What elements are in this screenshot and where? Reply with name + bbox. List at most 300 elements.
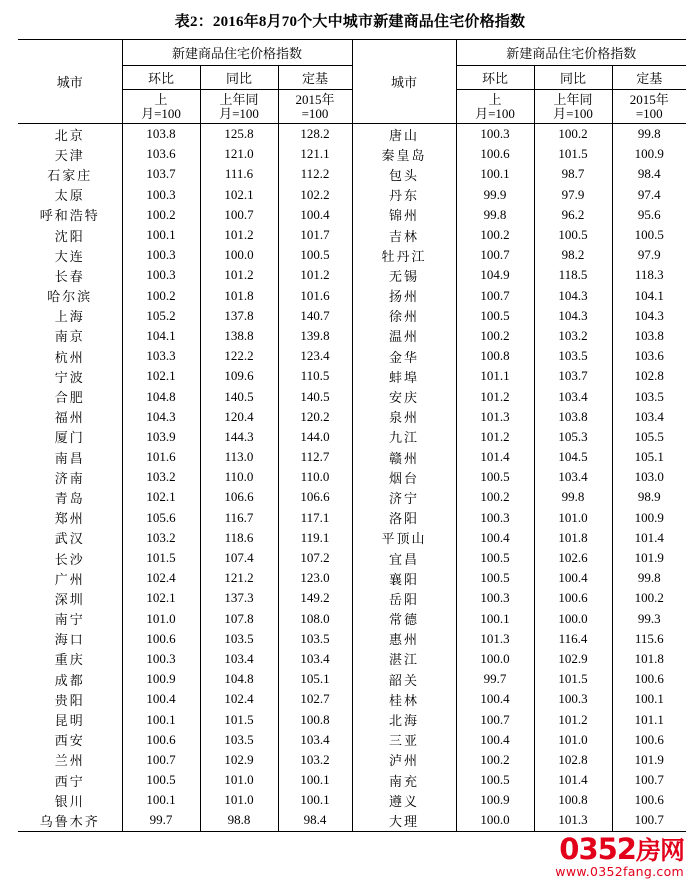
table-row <box>18 447 686 467</box>
value-left-tongbi: 100.0 <box>200 245 278 265</box>
value-left-dingji: 121.1 <box>278 144 352 164</box>
value-right-dingji: 103.0 <box>612 467 686 487</box>
city-name-left: 宁波 <box>18 366 122 386</box>
city-name-left: 呼和浩特 <box>18 205 122 225</box>
city-name-right: 惠州 <box>352 629 456 649</box>
subheader-right-huanbi: 环比 <box>456 66 534 90</box>
value-left-tongbi: 107.8 <box>200 609 278 629</box>
city-name-left: 南昌 <box>18 447 122 467</box>
value-left-dingji: 117.1 <box>278 508 352 528</box>
value-right-huanbi: 100.4 <box>456 689 534 709</box>
value-left-dingji: 102.2 <box>278 185 352 205</box>
value-left-tongbi: 103.4 <box>200 649 278 669</box>
table-row <box>18 487 686 507</box>
note-right-huanbi-line2: 月=100 <box>475 105 515 121</box>
value-left-huanbi: 100.2 <box>122 286 200 306</box>
subheader-left-tongbi: 同比 <box>200 66 278 90</box>
value-right-huanbi: 100.4 <box>456 730 534 750</box>
city-name-left: 沈阳 <box>18 225 122 245</box>
value-left-dingji: 103.4 <box>278 649 352 669</box>
city-name-right: 温州 <box>352 326 456 346</box>
value-left-dingji: 103.5 <box>278 629 352 649</box>
value-right-dingji: 101.4 <box>612 528 686 548</box>
table-row <box>18 810 686 831</box>
value-left-dingji: 140.5 <box>278 386 352 406</box>
city-name-left: 南京 <box>18 326 122 346</box>
value-left-dingji: 102.7 <box>278 689 352 709</box>
city-name-right: 洛阳 <box>352 508 456 528</box>
value-right-tongbi: 102.8 <box>534 750 612 770</box>
value-left-dingji: 107.2 <box>278 548 352 568</box>
table-row <box>18 205 686 225</box>
value-left-tongbi: 101.2 <box>200 225 278 245</box>
value-right-huanbi: 101.3 <box>456 629 534 649</box>
city-name-right: 济宁 <box>352 487 456 507</box>
value-left-tongbi: 121.0 <box>200 144 278 164</box>
city-name-left: 长沙 <box>18 548 122 568</box>
value-right-tongbi: 101.0 <box>534 730 612 750</box>
city-name-right: 无锡 <box>352 265 456 285</box>
value-right-tongbi: 103.8 <box>534 407 612 427</box>
note-right-huanbi <box>456 90 534 124</box>
value-left-huanbi: 100.4 <box>122 689 200 709</box>
city-name-right: 安庆 <box>352 386 456 406</box>
value-left-tongbi: 137.3 <box>200 588 278 608</box>
note-right-dingji-line2: =100 <box>635 105 663 121</box>
value-left-dingji: 105.1 <box>278 669 352 689</box>
value-left-dingji: 100.1 <box>278 790 352 810</box>
value-right-dingji: 100.5 <box>612 225 686 245</box>
table-row <box>18 629 686 649</box>
value-right-dingji: 103.6 <box>612 346 686 366</box>
value-left-tongbi: 118.6 <box>200 528 278 548</box>
note-left-dingji <box>278 90 352 124</box>
value-right-huanbi: 100.2 <box>456 225 534 245</box>
site-watermark <box>555 831 684 879</box>
value-right-dingji: 97.4 <box>612 185 686 205</box>
city-name-left: 合肥 <box>18 386 122 406</box>
value-left-huanbi: 100.1 <box>122 790 200 810</box>
value-left-dingji: 100.5 <box>278 245 352 265</box>
value-right-tongbi: 100.5 <box>534 225 612 245</box>
value-left-tongbi: 101.5 <box>200 709 278 729</box>
site-url: www.0352fang.com <box>555 863 684 879</box>
value-left-huanbi: 103.2 <box>122 467 200 487</box>
value-right-tongbi: 101.5 <box>534 669 612 689</box>
value-left-huanbi: 104.3 <box>122 407 200 427</box>
value-right-tongbi: 118.5 <box>534 265 612 285</box>
table-row <box>18 709 686 729</box>
table-row <box>18 366 686 386</box>
value-left-dingji: 100.8 <box>278 709 352 729</box>
value-right-huanbi: 100.4 <box>456 528 534 548</box>
note-right-tongbi-line2: 月=100 <box>553 105 593 121</box>
value-left-huanbi: 102.1 <box>122 487 200 507</box>
value-right-tongbi: 101.0 <box>534 508 612 528</box>
city-name-left: 武汉 <box>18 528 122 548</box>
value-left-dingji: 101.6 <box>278 286 352 306</box>
value-right-huanbi: 100.5 <box>456 568 534 588</box>
value-left-huanbi: 102.1 <box>122 588 200 608</box>
value-left-tongbi: 107.4 <box>200 548 278 568</box>
value-right-huanbi: 100.2 <box>456 750 534 770</box>
value-right-huanbi: 101.3 <box>456 407 534 427</box>
value-left-tongbi: 120.4 <box>200 407 278 427</box>
value-left-huanbi: 103.2 <box>122 528 200 548</box>
value-left-huanbi: 103.9 <box>122 427 200 447</box>
city-name-right: 九江 <box>352 427 456 447</box>
value-right-dingji: 98.9 <box>612 487 686 507</box>
city-name-right: 扬州 <box>352 286 456 306</box>
value-right-dingji: 104.1 <box>612 286 686 306</box>
value-left-huanbi: 103.7 <box>122 164 200 184</box>
value-left-tongbi: 144.3 <box>200 427 278 447</box>
table-row <box>18 790 686 810</box>
value-left-huanbi: 103.8 <box>122 124 200 145</box>
city-name-right: 包头 <box>352 164 456 184</box>
city-name-left: 南宁 <box>18 609 122 629</box>
value-right-tongbi: 102.6 <box>534 548 612 568</box>
value-left-tongbi: 100.7 <box>200 205 278 225</box>
value-right-dingji: 103.4 <box>612 407 686 427</box>
city-name-left: 济南 <box>18 467 122 487</box>
value-left-huanbi: 100.3 <box>122 265 200 285</box>
value-left-dingji: 123.4 <box>278 346 352 366</box>
city-name-right: 泸州 <box>352 750 456 770</box>
value-left-dingji: 112.7 <box>278 447 352 467</box>
value-right-tongbi: 96.2 <box>534 205 612 225</box>
value-left-huanbi: 100.2 <box>122 205 200 225</box>
value-left-huanbi: 104.1 <box>122 326 200 346</box>
value-left-tongbi: 122.2 <box>200 346 278 366</box>
table-header <box>18 40 686 124</box>
value-right-tongbi: 103.2 <box>534 326 612 346</box>
value-right-huanbi: 101.1 <box>456 366 534 386</box>
table-row <box>18 326 686 346</box>
note-left-dingji-line2: =100 <box>301 105 329 121</box>
value-right-huanbi: 100.7 <box>456 709 534 729</box>
value-right-dingji: 103.5 <box>612 386 686 406</box>
value-right-tongbi: 101.2 <box>534 709 612 729</box>
value-left-dingji: 112.2 <box>278 164 352 184</box>
city-name-right: 韶关 <box>352 669 456 689</box>
value-left-tongbi: 113.0 <box>200 447 278 467</box>
city-name-left: 贵阳 <box>18 689 122 709</box>
value-right-dingji: 100.6 <box>612 669 686 689</box>
city-name-right: 常德 <box>352 609 456 629</box>
value-right-tongbi: 103.7 <box>534 366 612 386</box>
value-left-huanbi: 100.9 <box>122 669 200 689</box>
value-left-huanbi: 100.1 <box>122 225 200 245</box>
city-name-left: 深圳 <box>18 588 122 608</box>
value-left-tongbi: 104.8 <box>200 669 278 689</box>
value-right-huanbi: 100.7 <box>456 286 534 306</box>
value-right-huanbi: 101.4 <box>456 447 534 467</box>
value-right-tongbi: 104.5 <box>534 447 612 467</box>
value-left-dingji: 128.2 <box>278 124 352 145</box>
city-name-right: 宜昌 <box>352 548 456 568</box>
city-name-right: 湛江 <box>352 649 456 669</box>
city-name-left: 福州 <box>18 407 122 427</box>
value-left-tongbi: 101.0 <box>200 770 278 790</box>
note-left-huanbi <box>122 90 200 124</box>
city-name-left: 西宁 <box>18 770 122 790</box>
value-right-dingji: 105.1 <box>612 447 686 467</box>
value-left-huanbi: 104.8 <box>122 386 200 406</box>
note-right-huanbi-line1: 上 <box>488 91 502 107</box>
value-left-tongbi: 140.5 <box>200 386 278 406</box>
value-right-huanbi: 104.9 <box>456 265 534 285</box>
value-right-dingji: 100.2 <box>612 588 686 608</box>
table-body <box>18 124 686 832</box>
subheader-right-dingji: 定基 <box>612 66 686 90</box>
group-header-left: 新建商品住宅价格指数 <box>122 40 352 66</box>
value-right-tongbi: 101.4 <box>534 770 612 790</box>
value-right-huanbi: 100.5 <box>456 467 534 487</box>
city-name-right: 南充 <box>352 770 456 790</box>
table-row <box>18 427 686 447</box>
value-left-dingji: 103.2 <box>278 750 352 770</box>
city-name-right: 桂林 <box>352 689 456 709</box>
page-title: 表2：2016年8月70个大中城市新建商品住宅价格指数 <box>174 14 526 30</box>
value-right-tongbi: 97.9 <box>534 185 612 205</box>
value-right-dingji: 98.4 <box>612 164 686 184</box>
value-left-dingji: 149.2 <box>278 588 352 608</box>
note-right-dingji-line1: 2015年 <box>629 91 669 107</box>
value-right-dingji: 100.6 <box>612 730 686 750</box>
city-name-left: 上海 <box>18 306 122 326</box>
table-row <box>18 164 686 184</box>
value-right-huanbi: 100.3 <box>456 124 534 145</box>
value-right-huanbi: 100.3 <box>456 588 534 608</box>
city-name-right: 襄阳 <box>352 568 456 588</box>
city-name-left: 哈尔滨 <box>18 286 122 306</box>
value-right-tongbi: 105.3 <box>534 427 612 447</box>
city-name-right: 泉州 <box>352 407 456 427</box>
city-name-right: 三亚 <box>352 730 456 750</box>
city-name-right: 金华 <box>352 346 456 366</box>
value-left-dingji: 144.0 <box>278 427 352 447</box>
value-left-dingji: 120.2 <box>278 407 352 427</box>
table-row <box>18 548 686 568</box>
value-left-tongbi: 103.5 <box>200 629 278 649</box>
value-right-tongbi: 101.3 <box>534 810 612 831</box>
value-right-tongbi: 104.3 <box>534 286 612 306</box>
value-right-tongbi: 100.6 <box>534 588 612 608</box>
subheader-right-tongbi: 同比 <box>534 66 612 90</box>
value-right-tongbi: 100.8 <box>534 790 612 810</box>
value-right-dingji: 103.8 <box>612 326 686 346</box>
value-right-huanbi: 99.7 <box>456 669 534 689</box>
value-right-huanbi: 100.0 <box>456 810 534 831</box>
value-right-tongbi: 101.8 <box>534 528 612 548</box>
value-left-huanbi: 100.6 <box>122 629 200 649</box>
value-right-dingji: 100.7 <box>612 770 686 790</box>
value-right-tongbi: 103.4 <box>534 386 612 406</box>
value-right-huanbi: 99.8 <box>456 205 534 225</box>
value-left-huanbi: 99.7 <box>122 810 200 831</box>
value-right-tongbi: 98.7 <box>534 164 612 184</box>
value-left-huanbi: 101.6 <box>122 447 200 467</box>
value-right-tongbi: 103.4 <box>534 467 612 487</box>
note-right-dingji <box>612 90 686 124</box>
subheader-left-huanbi: 环比 <box>122 66 200 90</box>
table-row <box>18 185 686 205</box>
value-right-huanbi: 100.2 <box>456 326 534 346</box>
city-name-right: 锦州 <box>352 205 456 225</box>
value-right-tongbi: 99.8 <box>534 487 612 507</box>
value-left-dingji: 108.0 <box>278 609 352 629</box>
value-left-dingji: 103.4 <box>278 730 352 750</box>
value-left-tongbi: 138.8 <box>200 326 278 346</box>
value-right-dingji: 101.9 <box>612 750 686 770</box>
value-right-dingji: 99.8 <box>612 124 686 145</box>
city-name-left: 昆明 <box>18 709 122 729</box>
value-right-tongbi: 100.3 <box>534 689 612 709</box>
value-right-dingji: 101.9 <box>612 548 686 568</box>
value-left-huanbi: 102.1 <box>122 366 200 386</box>
table-row <box>18 588 686 608</box>
site-logo-text: 房网 <box>635 836 684 865</box>
value-right-dingji: 102.8 <box>612 366 686 386</box>
table-row <box>18 245 686 265</box>
table-row <box>18 528 686 548</box>
table-row <box>18 286 686 306</box>
value-right-tongbi: 98.2 <box>534 245 612 265</box>
city-name-left: 成都 <box>18 669 122 689</box>
value-right-tongbi: 100.0 <box>534 609 612 629</box>
city-name-right: 遵义 <box>352 790 456 810</box>
value-left-dingji: 98.4 <box>278 810 352 831</box>
table-row <box>18 750 686 770</box>
value-left-dingji: 100.1 <box>278 770 352 790</box>
value-left-huanbi: 100.6 <box>122 730 200 750</box>
value-left-tongbi: 137.8 <box>200 306 278 326</box>
value-left-huanbi: 100.3 <box>122 185 200 205</box>
city-name-left: 杭州 <box>18 346 122 366</box>
value-right-dingji: 100.1 <box>612 689 686 709</box>
value-right-dingji: 105.5 <box>612 427 686 447</box>
value-left-dingji: 101.2 <box>278 265 352 285</box>
value-right-tongbi: 103.5 <box>534 346 612 366</box>
table-row <box>18 649 686 669</box>
value-left-huanbi: 100.3 <box>122 245 200 265</box>
city-name-right: 徐州 <box>352 306 456 326</box>
city-name-right: 赣州 <box>352 447 456 467</box>
value-left-dingji: 139.8 <box>278 326 352 346</box>
value-left-tongbi: 121.2 <box>200 568 278 588</box>
note-left-tongbi-line1: 上年同 <box>219 91 259 107</box>
value-right-tongbi: 100.4 <box>534 568 612 588</box>
city-name-right: 烟台 <box>352 467 456 487</box>
table-row <box>18 508 686 528</box>
value-left-tongbi: 102.9 <box>200 750 278 770</box>
city-name-left: 银川 <box>18 790 122 810</box>
value-right-huanbi: 100.3 <box>456 508 534 528</box>
value-left-huanbi: 100.7 <box>122 750 200 770</box>
city-name-right: 秦皇岛 <box>352 144 456 164</box>
city-name-right: 牡丹江 <box>352 245 456 265</box>
price-index-table <box>18 39 686 832</box>
subheader-left-dingji: 定基 <box>278 66 352 90</box>
note-right-tongbi <box>534 90 612 124</box>
table-row <box>18 306 686 326</box>
value-right-tongbi: 104.3 <box>534 306 612 326</box>
city-name-left: 长春 <box>18 265 122 285</box>
table-row <box>18 346 686 366</box>
value-left-dingji: 101.7 <box>278 225 352 245</box>
table-row <box>18 265 686 285</box>
value-left-dingji: 140.7 <box>278 306 352 326</box>
value-left-dingji: 119.1 <box>278 528 352 548</box>
table-row <box>18 730 686 750</box>
value-right-dingji: 115.6 <box>612 629 686 649</box>
table-row <box>18 609 686 629</box>
value-left-tongbi: 125.8 <box>200 124 278 145</box>
value-right-tongbi: 102.9 <box>534 649 612 669</box>
value-right-huanbi: 100.1 <box>456 609 534 629</box>
city-header-left: 城市 <box>18 40 122 124</box>
value-left-tongbi: 103.5 <box>200 730 278 750</box>
value-right-dingji: 100.9 <box>612 144 686 164</box>
city-name-left: 青岛 <box>18 487 122 507</box>
value-right-dingji: 101.1 <box>612 709 686 729</box>
value-right-huanbi: 100.9 <box>456 790 534 810</box>
value-right-huanbi: 100.0 <box>456 649 534 669</box>
city-name-right: 丹东 <box>352 185 456 205</box>
value-right-huanbi: 100.7 <box>456 245 534 265</box>
table-row <box>18 225 686 245</box>
value-left-tongbi: 111.6 <box>200 164 278 184</box>
value-right-dingji: 100.7 <box>612 810 686 831</box>
value-left-tongbi: 110.0 <box>200 467 278 487</box>
table-row <box>18 467 686 487</box>
note-left-huanbi-line2: 月=100 <box>141 105 181 121</box>
value-right-huanbi: 101.2 <box>456 386 534 406</box>
city-name-left: 大连 <box>18 245 122 265</box>
table-row <box>18 407 686 427</box>
city-name-right: 唐山 <box>352 124 456 145</box>
city-name-right: 北海 <box>352 709 456 729</box>
city-name-left: 兰州 <box>18 750 122 770</box>
value-right-dingji: 118.3 <box>612 265 686 285</box>
value-right-huanbi: 99.9 <box>456 185 534 205</box>
value-right-huanbi: 100.6 <box>456 144 534 164</box>
city-name-right: 大理 <box>352 810 456 831</box>
table-row <box>18 770 686 790</box>
value-left-huanbi: 100.1 <box>122 709 200 729</box>
value-right-huanbi: 100.5 <box>456 306 534 326</box>
value-right-dingji: 100.6 <box>612 790 686 810</box>
value-right-huanbi: 100.5 <box>456 548 534 568</box>
city-name-left: 西安 <box>18 730 122 750</box>
value-left-huanbi: 101.5 <box>122 548 200 568</box>
city-name-left: 郑州 <box>18 508 122 528</box>
value-left-dingji: 110.5 <box>278 366 352 386</box>
table-row <box>18 386 686 406</box>
value-left-tongbi: 102.1 <box>200 185 278 205</box>
note-right-tongbi-line1: 上年同 <box>553 91 593 107</box>
value-left-huanbi: 103.3 <box>122 346 200 366</box>
city-name-left: 厦门 <box>18 427 122 447</box>
table-row <box>18 144 686 164</box>
city-name-right: 岳阳 <box>352 588 456 608</box>
value-right-huanbi: 100.1 <box>456 164 534 184</box>
value-right-dingji: 95.6 <box>612 205 686 225</box>
value-left-tongbi: 98.8 <box>200 810 278 831</box>
value-left-tongbi: 101.0 <box>200 790 278 810</box>
value-right-dingji: 97.9 <box>612 245 686 265</box>
